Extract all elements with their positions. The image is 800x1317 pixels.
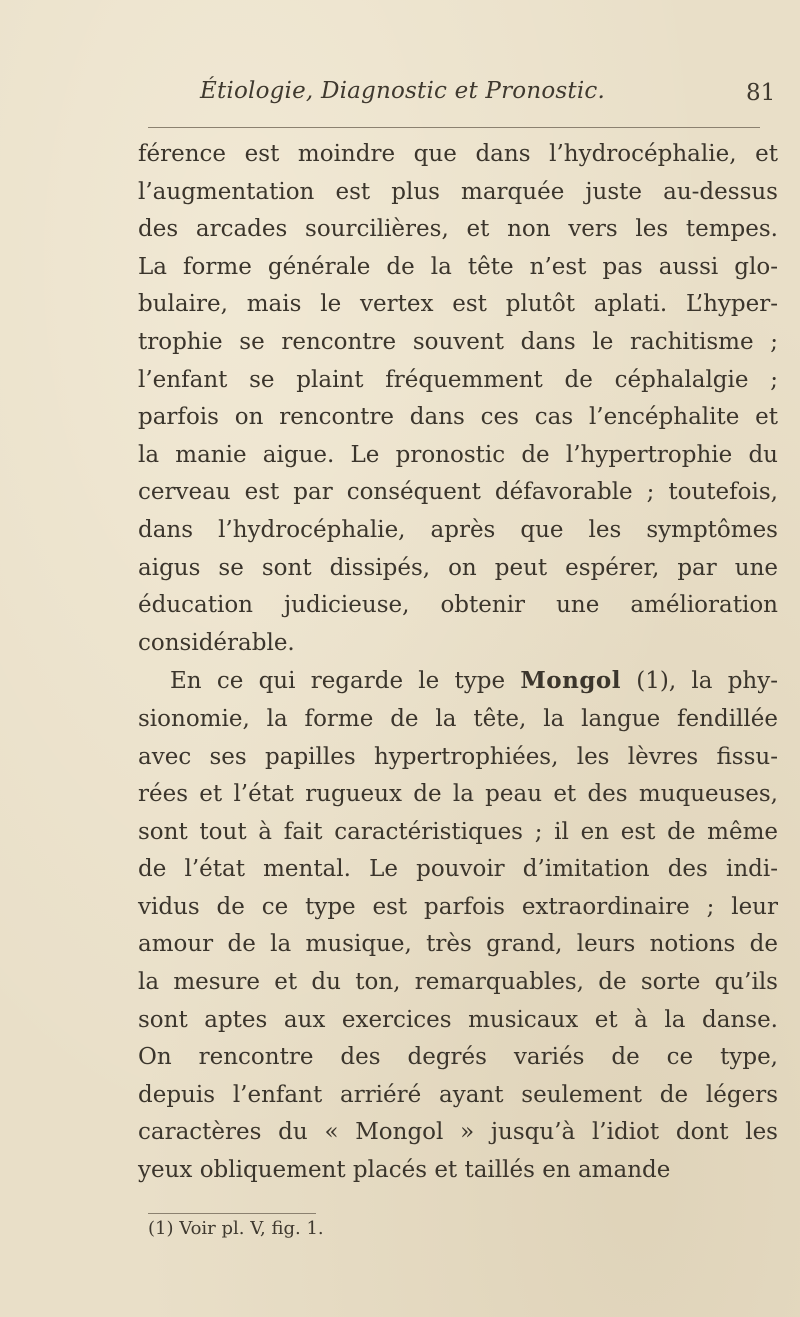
text-segment: En ce qui regarde le type	[170, 668, 521, 695]
text-line: yeux obliquement placés et taillés en amande	[138, 1157, 671, 1184]
text-line: amour de la musique, très grand, leurs notions de	[138, 931, 778, 958]
text-line: de l’état mental. Le pouvoir d’imitation des indi-	[138, 856, 778, 883]
text-line: éducation judicieuse, obtenir une amélioration	[138, 592, 778, 619]
footnote-rule	[148, 1213, 316, 1214]
mongol-term: Mongol	[520, 667, 622, 695]
text-line: La forme générale de la tête n’est pas aussi glo-	[138, 253, 778, 280]
text-line: sionomie, la forme de la tête, la langue fendillée	[138, 705, 778, 732]
text-line: considérable.	[138, 629, 295, 656]
text-line: la manie aigue. Le pronostic de l’hypertrophie du	[138, 441, 778, 468]
text-line: trophie se rencontre souvent dans le rachitisme ;	[138, 328, 778, 355]
text-line: la mesure et du ton, remarquables, de sorte qu’ils	[138, 969, 778, 996]
text-line: parfois on rencontre dans ces cas l’encéphalite et	[138, 404, 778, 431]
footnote: (1) Voir pl. V, fig. 1.	[148, 1218, 324, 1239]
text-line: des arcades sourcilières, et non vers les tempes.	[138, 216, 778, 243]
text-line: depuis l’enfant arriéré ayant seulement de légers	[138, 1081, 778, 1108]
header-rule	[148, 127, 760, 128]
body-text	[138, 136, 778, 1190]
text-line: On rencontre des degrés variés de ce type,	[138, 1044, 778, 1071]
text-line: sont aptes aux exercices musicaux et à la danse.	[138, 1006, 778, 1033]
text-line: avec ses papilles hypertrophiées, les lèvres fissu-	[138, 743, 778, 770]
page-number: 81	[746, 80, 776, 106]
paragraph-start-line	[138, 662, 778, 701]
text-line: rées et l’état rugueux de la peau et des muqueuses,	[138, 781, 778, 808]
text-line: bulaire, mais le vertex est plutôt aplati. L’hyper-	[138, 291, 778, 318]
text-line: caractères du « Mongol » jusqu’à l’idiot dont les	[138, 1119, 778, 1146]
text-line: vidus de ce type est parfois extraordinaire ; leur	[138, 893, 778, 920]
text-segment: (1), la phy-	[621, 668, 778, 695]
text-line: cerveau est par conséquent défavorable ; toutefois,	[138, 479, 778, 506]
text-line: sont tout à fait caractéristiques ; il en est de même	[138, 818, 778, 845]
text-line: aigus se sont dissipés, on peut espérer, par une	[138, 554, 778, 581]
running-head: Étiologie, Diagnostic et Pronostic.	[200, 78, 605, 104]
text-line: l’augmentation est plus marquée juste au-dessus	[138, 178, 778, 205]
text-line: l’enfant se plaint fréquemment de céphalalgie ;	[138, 366, 778, 393]
text-line: férence est moindre que dans l’hydrocéphalie, et	[138, 141, 778, 167]
text-line: dans l’hydrocéphalie, après que les symptômes	[138, 516, 778, 543]
